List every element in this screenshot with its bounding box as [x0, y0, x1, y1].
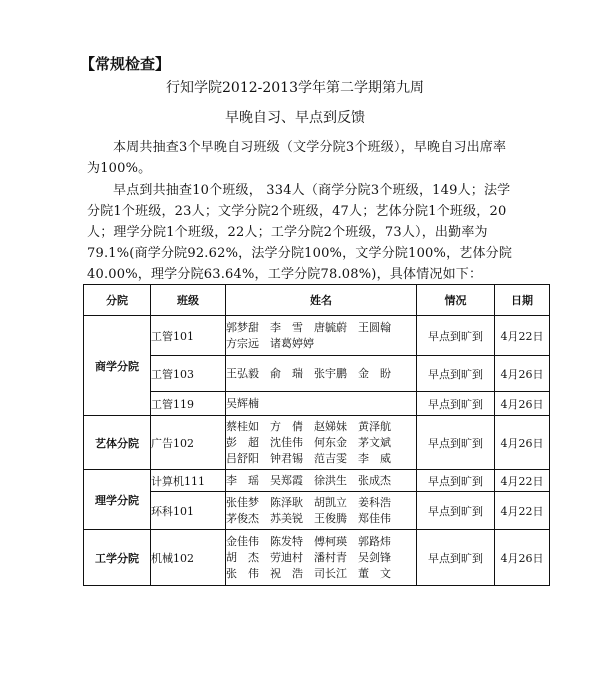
names-cell: 金佳伟 陈发特 傅柯瑛 郭路炜 胡 杰 劳迪村 潘村青 吴剑锋 张 伟 祝 浩 司长江 董 文	[226, 530, 417, 586]
situation-cell: 早点到旷到	[417, 392, 495, 416]
situation-cell: 早点到旷到	[417, 492, 495, 530]
class-cell: 工管119	[151, 392, 226, 416]
table-row	[84, 530, 550, 586]
situation-cell: 早点到旷到	[417, 416, 495, 470]
college-cell: 艺体分院	[84, 416, 151, 470]
table-row	[84, 356, 550, 392]
college-cell: 商学分院	[84, 316, 151, 416]
header-situation: 情况	[417, 285, 495, 316]
situation-cell: 早点到旷到	[417, 470, 495, 492]
date-cell: 4月26日	[495, 530, 550, 586]
absence-table	[83, 284, 550, 586]
table-header-row	[84, 285, 550, 316]
table-row	[84, 492, 550, 530]
date-cell: 4月26日	[495, 356, 550, 392]
summary-paragraph-self-study: 本周共抽查3个早晚自习班级（文学分院3个班级），早晚自习出席率为100%。	[87, 140, 507, 176]
date-cell: 4月26日	[495, 392, 550, 416]
class-cell: 工管103	[151, 356, 226, 392]
header-names: 姓名	[226, 285, 417, 316]
names-cell: 郭梦甜 李 雪 唐毓蔚 王圆翰 方宗远 诸葛婷婷	[226, 316, 417, 356]
header-college: 分院	[84, 285, 151, 316]
document-subtitle: 早晚自习、早点到反馈	[225, 110, 365, 126]
class-cell: 广告102	[151, 416, 226, 470]
class-cell: 计算机111	[151, 470, 226, 492]
names-cell: 王弘毅 俞 瑞 张宇鹏 金 盼	[226, 356, 417, 392]
college-cell: 理学分院	[84, 470, 151, 530]
date-cell: 4月22日	[495, 492, 550, 530]
situation-cell: 早点到旷到	[417, 316, 495, 356]
date-cell: 4月26日	[495, 416, 550, 470]
names-cell: 张佳梦 陈泽耿 胡凯立 姜科浩 茅俊杰 苏美锐 王俊腾 郑佳伟	[226, 492, 417, 530]
section-label: 【常规检查】	[80, 55, 171, 73]
table-row	[84, 470, 550, 492]
date-cell: 4月22日	[495, 470, 550, 492]
college-cell: 工学分院	[84, 530, 151, 586]
table-row	[84, 392, 550, 416]
date-cell: 4月22日	[495, 316, 550, 356]
class-cell: 环科101	[151, 492, 226, 530]
names-cell: 蔡桂如 方 倩 赵娣妹 黄泽航 彭 超 沈佳伟 何东金 茅文斌 吕舒阳 钟君锡 范吉雯 李 威	[226, 416, 417, 470]
class-cell: 工管101	[151, 316, 226, 356]
table-row	[84, 416, 550, 470]
table-row	[84, 316, 550, 356]
header-date: 日期	[495, 285, 550, 316]
situation-cell: 早点到旷到	[417, 530, 495, 586]
document-title: 行知学院2012-2013学年第二学期第九周	[166, 80, 424, 96]
class-cell: 机械102	[151, 530, 226, 586]
situation-cell: 早点到旷到	[417, 356, 495, 392]
header-class: 班级	[151, 285, 226, 316]
summary-paragraph-morning-attendance: 早点到共抽查10个班级， 334人（商学分院3个班级，149人；法学分院1个班级，23人；文学分院2个班级，47人；艺体分院1个班级，20人；理学分院1个班级，22人；工学分院2个班级，73人），出勤率为79.1%(商学分院92.62%，法学分院100%，文学分院100%，艺体分院40.00%，理学分院63.64%，工学分院78.08%)，具体情况如下：	[87, 183, 513, 282]
names-cell: 吴辉楠	[226, 392, 417, 416]
names-cell: 李 瑶 吴郑霞 徐洪生 张成杰	[226, 470, 417, 492]
